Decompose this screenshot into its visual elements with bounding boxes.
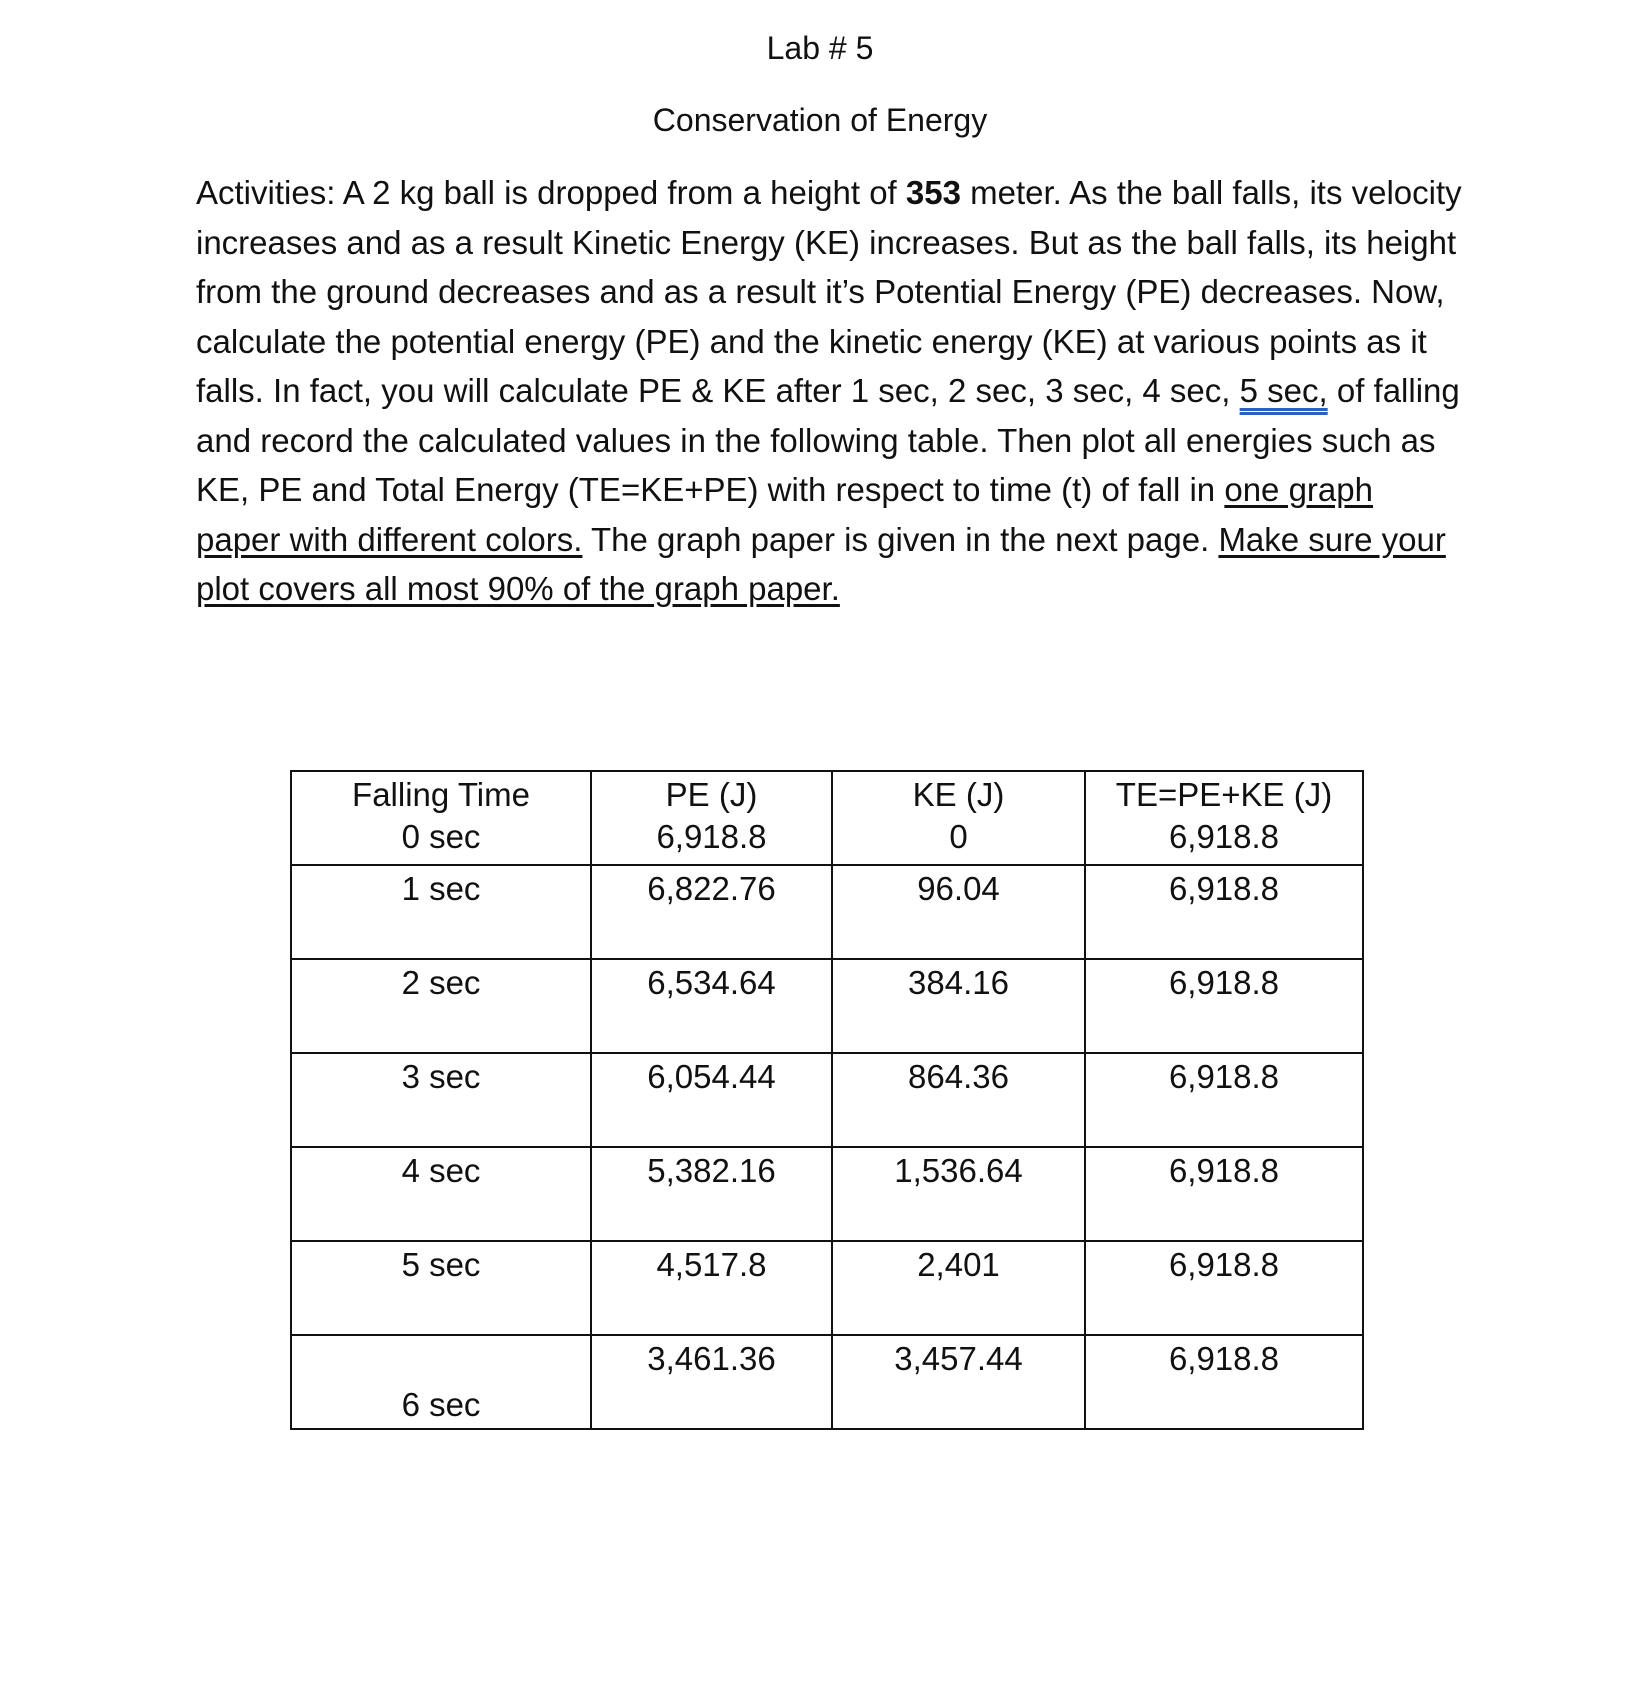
ke-value: 384.16 xyxy=(832,959,1085,1053)
column-header-te: TE=PE+KE (J) xyxy=(1115,776,1333,813)
instructions-paragraph xyxy=(196,168,1466,614)
table-cell xyxy=(591,771,832,865)
time-value: 1 sec xyxy=(291,865,591,959)
te-value: 6,918.8 xyxy=(1085,865,1363,959)
time-value: 5 sec xyxy=(291,1241,591,1335)
instructions-text-1: Activities: A 2 kg ball is dropped from a height of xyxy=(196,174,906,211)
page-title: Conservation of Energy xyxy=(652,102,988,138)
column-header-pe: PE (J) xyxy=(665,776,758,813)
te-value: 6,918.8 xyxy=(1085,1053,1363,1147)
pe-value: 6,534.64 xyxy=(591,959,832,1053)
table-row xyxy=(291,959,1363,1053)
ke-value: 1,536.64 xyxy=(832,1147,1085,1241)
te-value: 6,918.8 xyxy=(1085,1241,1363,1335)
te-value: 6,918.8 xyxy=(1085,959,1363,1053)
te-value: 6,918.8 xyxy=(1168,818,1280,855)
time-value: 2 sec xyxy=(291,959,591,1053)
drop-height: 353 xyxy=(905,174,961,211)
ke-value: 3,457.44 xyxy=(832,1335,1085,1429)
ke-value: 2,401 xyxy=(832,1241,1085,1335)
instructions-text-2: meter. As the ball falls, its velocity increases and as a result Kinetic Energy (KE) increases. But as the ball falls, its height from the ground decreases and as a result it’s Potential Energy (PE) decreases. Now, calculate the potential energy (PE) and the kinetic energy (KE) at various points as it falls. In fact, you will calculate PE & KE after 1 sec, 2 sec, 3 sec, 4 sec, xyxy=(196,174,1462,409)
table-cell xyxy=(1085,771,1363,865)
time-value: 0 sec xyxy=(401,818,481,855)
coverage-note: Make sure your plot covers all most 90% of the graph paper. xyxy=(196,520,1446,607)
instructions-text-3: of falling and record the calculated values in the following table. Then plot all energies such as KE, PE and Total Energy (TE=KE+PE) with respect to time (t) of fall in xyxy=(196,372,1460,508)
lab-number: Lab # 5 xyxy=(766,30,874,66)
instructions-text-4: The graph paper is given in the next page. xyxy=(582,520,1219,558)
column-header-ke: KE (J) xyxy=(912,776,1005,813)
pe-value: 6,822.76 xyxy=(591,865,832,959)
pe-value: 6,918.8 xyxy=(656,818,767,855)
table-row xyxy=(291,865,1363,959)
energy-table xyxy=(290,770,1364,1430)
time-value: 3 sec xyxy=(291,1053,591,1147)
pe-value: 6,054.44 xyxy=(591,1053,832,1147)
ke-value: 0 xyxy=(949,818,968,855)
table-cell xyxy=(291,1335,591,1429)
graph-paper-note: one graph paper with different colors. xyxy=(196,471,1373,558)
pe-value: 4,517.8 xyxy=(591,1241,832,1335)
ke-value: 96.04 xyxy=(832,865,1085,959)
te-value: 6,918.8 xyxy=(1085,1147,1363,1241)
ke-value: 864.36 xyxy=(832,1053,1085,1147)
table-cell xyxy=(291,771,591,865)
table-row xyxy=(291,1147,1363,1241)
pe-value: 3,461.36 xyxy=(591,1335,832,1429)
te-value: 6,918.8 xyxy=(1085,1335,1363,1429)
pe-value: 5,382.16 xyxy=(591,1147,832,1241)
five-sec-text: 5 sec, xyxy=(1239,372,1328,409)
time-value: 6 sec xyxy=(401,1386,481,1423)
table-row xyxy=(291,1053,1363,1147)
table-row xyxy=(291,1335,1363,1429)
table-row xyxy=(291,1241,1363,1335)
column-header-time: Falling Time xyxy=(352,776,530,813)
table-cell xyxy=(832,771,1085,865)
time-value: 4 sec xyxy=(291,1147,591,1241)
